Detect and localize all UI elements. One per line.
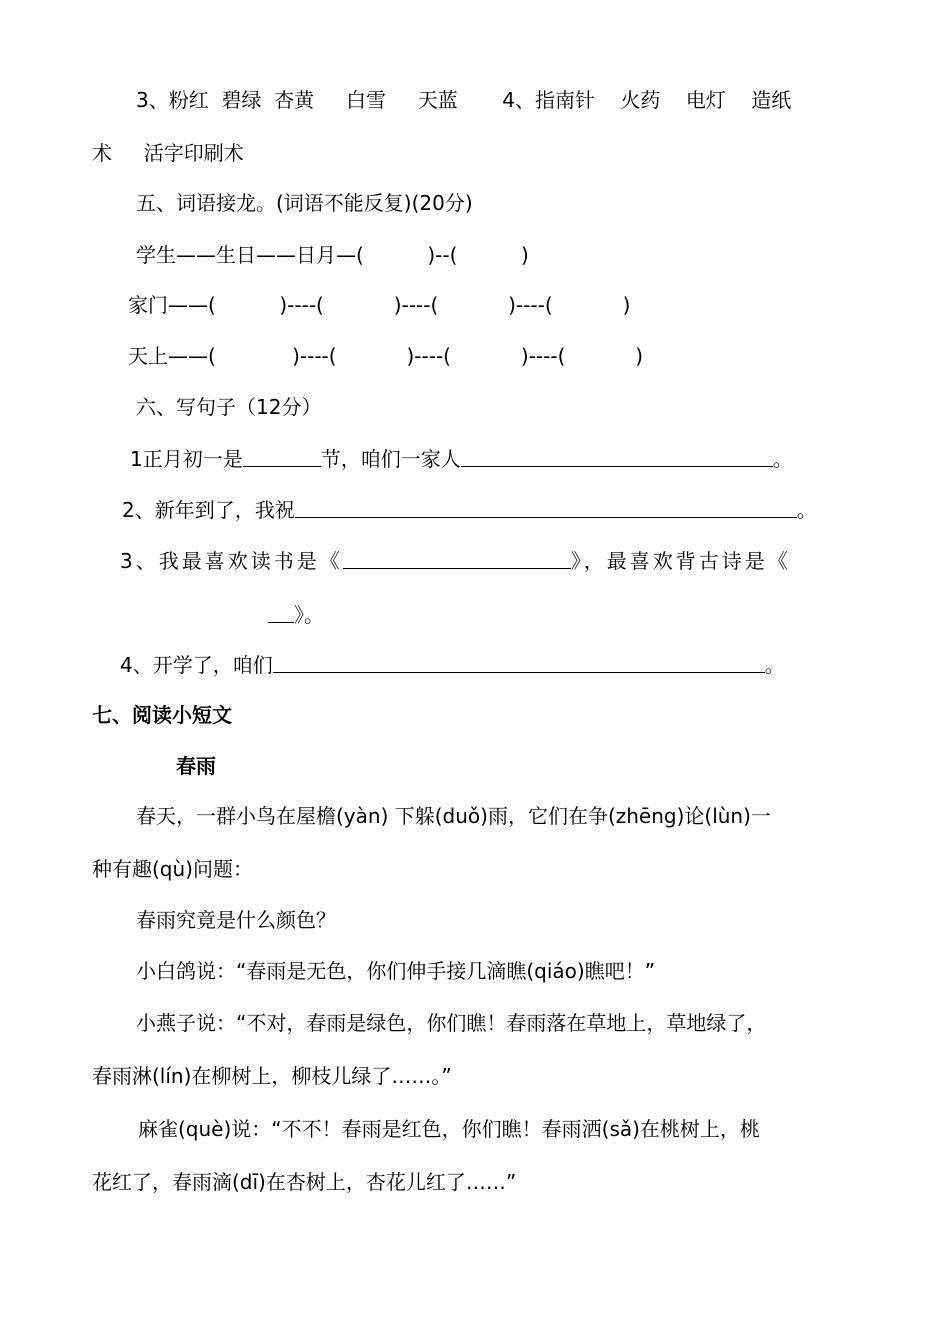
passage-p1-line1: 春天，一群小鸟在屋檐(yàn) 下躲(duǒ)雨，它们在争(zhēng)论(lùn)一 [136,804,771,828]
sentence-4-part-a: 4、开学了，咱们 [120,653,273,677]
section-five-heading: 五、词语接龙。(词语不能反复)(20分) [136,191,473,215]
passage-p4-line1: 小燕子说：“不对，春雨是绿色，你们瞧！春雨落在草地上，草地绿了， [136,1011,767,1035]
blank-favorite-book[interactable] [343,548,571,569]
sentence-3-part-c: 》。 [294,603,324,627]
blank-favorite-poem[interactable] [268,602,294,623]
passage-p4-line2: 春雨淋(lín)在柳树上，柳枝儿绿了……。” [92,1064,452,1088]
sentence-3-part-a: 3、我最喜欢读书是《 [120,549,343,573]
sentence-2-end: 。 [796,498,817,522]
sentence-3-continued [268,602,324,628]
sentence-2-part-a: 2、新年到了，我祝 [122,498,295,522]
passage-title: 春雨 [176,754,216,778]
word-chain-row-3: 天上——( )----( )----( )----( ) [128,344,644,368]
answer-line-colors-inventions: 3、粉红 碧绿 杏黄 白雪 天蓝 4、指南针 火药 电灯 造纸 [136,88,792,112]
sentence-1-part-a: 1正月初一是 [130,447,243,471]
passage-p5-line1: 麻雀(què)说：“不不！春雨是红色，你们瞧！春雨洒(sǎ)在桃树上，桃 [138,1117,760,1141]
sentence-1 [130,446,793,472]
blank-new-year-wish[interactable] [295,497,797,518]
sentence-1-end: 。 [772,447,793,471]
blank-holiday[interactable] [243,446,321,467]
word-chain-row-1: 学生——生日——日月—( )--( ) [136,243,529,267]
passage-p2: 春雨究竟是什么颜色？ [136,908,336,932]
passage-p3: 小白鸽说：“春雨是无色，你们伸手接几滴瞧(qiáo)瞧吧！” [136,959,656,983]
section-six-heading: 六、写句子（12分） [136,395,322,419]
sentence-1-part-b: 节，咱们一家人 [320,447,461,471]
blank-school-start[interactable] [273,652,765,673]
blank-family-activity[interactable] [461,446,773,467]
sentence-3 [120,548,791,574]
passage-p5-line2: 花红了，春雨滴(dī)在杏树上，杏花儿红了……” [92,1170,517,1194]
sentence-3-part-b: 》，最喜欢背古诗是《 [570,549,791,573]
sentence-4 [120,652,785,678]
section-seven-heading: 七、阅读小短文 [92,703,232,727]
word-chain-row-2: 家门——( )----( )----( )----( ) [128,293,631,317]
sentence-2 [122,497,817,523]
passage-p1-line2: 种有趣(qù)问题： [92,857,253,881]
sentence-4-end: 。 [764,653,785,677]
answer-line-printing: 术 活字印刷术 [92,141,244,165]
